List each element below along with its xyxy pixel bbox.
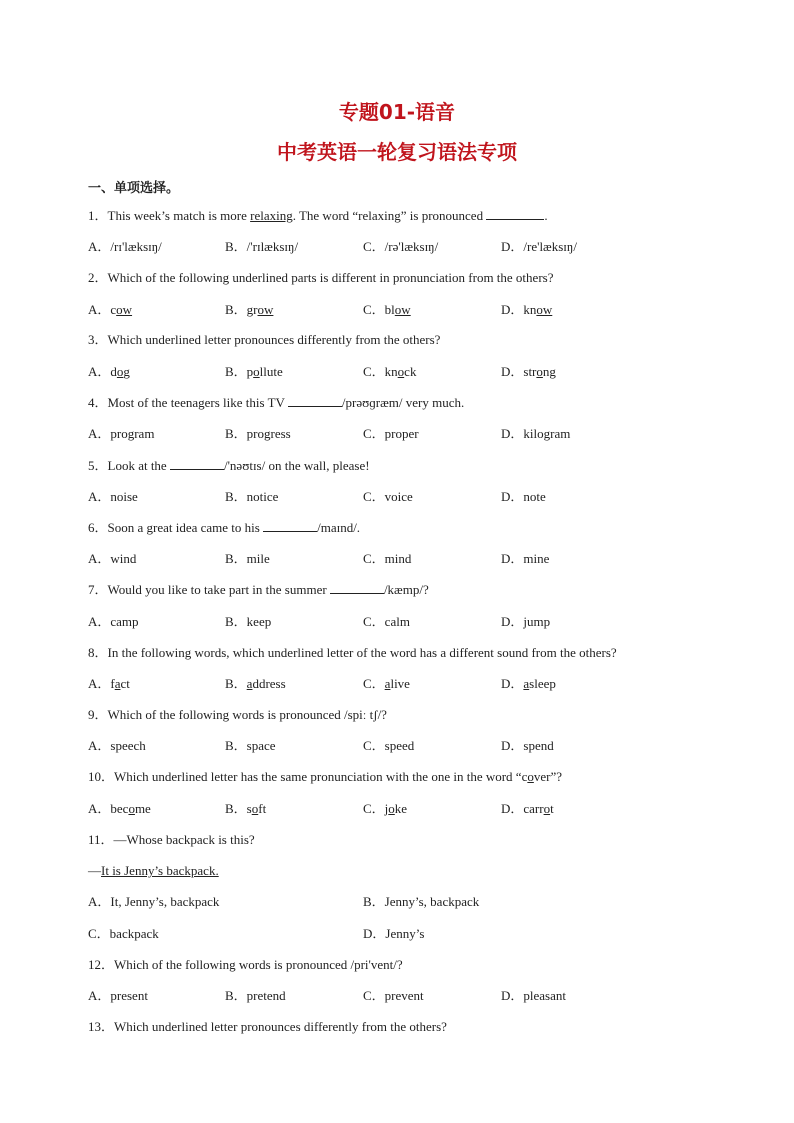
q3-option-c[interactable]: C．knock [363, 364, 417, 379]
q3-option-d[interactable]: D．strong [501, 364, 556, 379]
q7-option-d[interactable]: D．jump [501, 614, 551, 629]
q1-option-c[interactable]: C．/rə'læksɪŋ/ [363, 239, 439, 254]
q6-option-c[interactable]: C．mind [363, 551, 412, 566]
question-9: 9．Which of the following words is pronounced /spiː tʃ/? [88, 707, 387, 722]
q4-option-b[interactable]: B．progress [225, 426, 291, 441]
q12-option-d[interactable]: D．pleasant [501, 988, 566, 1003]
question-2: 2．Which of the following underlined parts is different in pronunciation from the others? [88, 270, 554, 285]
q1-option-d[interactable]: D．/re'læksɪŋ/ [501, 239, 577, 254]
q5-option-b[interactable]: B．notice [225, 489, 279, 504]
answer-blank [288, 394, 342, 407]
q2-option-b[interactable]: B．grow [225, 302, 274, 317]
q5-option-a[interactable]: A．noise [88, 489, 138, 504]
q4-option-d[interactable]: D．kilogram [501, 426, 571, 441]
q10-option-b[interactable]: B．soft [225, 801, 267, 816]
q7-option-b[interactable]: B．keep [225, 614, 272, 629]
question-4: 4．Most of the teenagers like this TV /prəʊɡræm/ very much. [88, 395, 465, 410]
q3-option-a[interactable]: A．dog [88, 364, 130, 379]
q9-option-c[interactable]: C．speed [363, 738, 415, 753]
answer-blank [263, 519, 317, 532]
question-3: 3．Which underlined letter pronounces differently from the others? [88, 332, 441, 347]
q10-option-a[interactable]: A．become [88, 801, 151, 816]
q11-option-a[interactable]: A．It, Jenny’s, backpack [88, 894, 220, 909]
q12-option-c[interactable]: C．prevent [363, 988, 424, 1003]
q5-option-c[interactable]: C．voice [363, 489, 413, 504]
q11-option-c[interactable]: C．backpack [88, 926, 159, 941]
q3-option-b[interactable]: B．pollute [225, 364, 283, 379]
q7-option-c[interactable]: C．calm [363, 614, 410, 629]
q6-option-b[interactable]: B．mile [225, 551, 270, 566]
q4-option-c[interactable]: C．proper [363, 426, 419, 441]
q4-option-a[interactable]: A．program [88, 426, 155, 441]
q11-option-b[interactable]: B．Jenny’s, backpack [363, 894, 480, 909]
q12-option-b[interactable]: B．pretend [225, 988, 286, 1003]
question-8: 8．In the following words, which underlined letter of the word has a different sound from the others? [88, 645, 617, 660]
q7-option-a[interactable]: A．camp [88, 614, 139, 629]
q5-option-d[interactable]: D．note [501, 489, 546, 504]
q10-option-c[interactable]: C．joke [363, 801, 408, 816]
q8-option-b[interactable]: B．address [225, 676, 286, 691]
q9-option-a[interactable]: A．speech [88, 738, 146, 753]
q1-option-b[interactable]: B．/'rɪlæksɪŋ/ [225, 239, 299, 254]
section-heading: 一、单项选择。 [88, 181, 180, 196]
question-6: 6．Soon a great idea came to his /maɪnd/. [88, 520, 361, 535]
q9-option-d[interactable]: D．spend [501, 738, 554, 753]
q2-option-c[interactable]: C．blow [363, 302, 411, 317]
q2-option-a[interactable]: A．cow [88, 302, 133, 317]
question-5: 5．Look at the /'nəʊtɪs/ on the wall, please! [88, 458, 370, 473]
q8-option-a[interactable]: A．fact [88, 676, 130, 691]
question-7: 7．Would you like to take part in the summer /kæmp/? [88, 582, 429, 597]
q6-option-a[interactable]: A．wind [88, 551, 137, 566]
question-11-response: —It is Jenny’s backpack. [88, 863, 219, 878]
question-10: 10．Which underlined letter has the same pronunciation with the one in the word “cover”? [88, 769, 562, 784]
q1-option-a[interactable]: A．/rɪ'læksɪŋ/ [88, 239, 162, 254]
q11-option-d[interactable]: D．Jenny’s [363, 926, 425, 941]
q8-option-d[interactable]: D．asleep [501, 676, 556, 691]
question-11: 11．—Whose backpack is this? [88, 832, 255, 847]
q9-option-b[interactable]: B．space [225, 738, 276, 753]
q12-option-a[interactable]: A．present [88, 988, 148, 1003]
answer-blank [170, 457, 224, 470]
question-13: 13．Which underlined letter pronounces differently from the others? [88, 1019, 447, 1034]
title-subject: 中考英语一轮复习语法专项 [277, 140, 517, 164]
answer-blank [330, 581, 384, 594]
q6-option-d[interactable]: D．mine [501, 551, 550, 566]
q2-option-d[interactable]: D．know [501, 302, 553, 317]
q10-option-d[interactable]: D．carrot [501, 801, 554, 816]
question-12: 12．Which of the following words is pronounced /pri'vent/? [88, 957, 403, 972]
title-topic: 专题01-语音 [338, 100, 456, 124]
q8-option-c[interactable]: C．alive [363, 676, 410, 691]
answer-blank [486, 207, 544, 220]
question-1: 1．This week’s match is more relaxing. The word “relaxing” is pronounced . [88, 208, 548, 223]
